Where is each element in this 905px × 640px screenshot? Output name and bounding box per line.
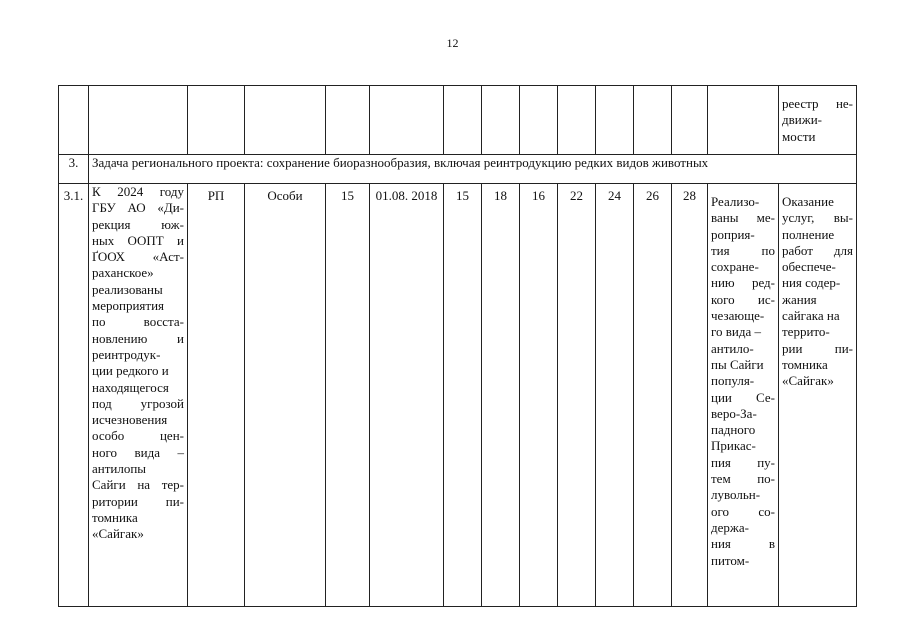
cell-empty bbox=[708, 86, 779, 155]
row-description bbox=[89, 184, 188, 607]
text-line: популя- bbox=[711, 373, 755, 389]
cell-empty bbox=[444, 86, 482, 155]
text-line: реализованы bbox=[92, 281, 163, 297]
task-text: Задача регионального проекта: сохранение биоразнообразия, включая реинтродукцию редких видов животных bbox=[89, 155, 857, 184]
text-line: реинтродук- bbox=[92, 346, 161, 362]
row-characteristic bbox=[779, 184, 857, 607]
text-line: нию ред- bbox=[711, 275, 775, 291]
row-value-3: 16 bbox=[520, 184, 558, 607]
cell-empty bbox=[370, 86, 444, 155]
text-line: мероприятия bbox=[92, 298, 165, 314]
cell-empty bbox=[520, 86, 558, 155]
row-value-7: 28 bbox=[672, 184, 708, 607]
text-line: падного bbox=[711, 422, 756, 438]
text-line: чезающе- bbox=[711, 308, 765, 324]
text-line: «Сайгак» bbox=[782, 373, 834, 389]
text-line: рии пи- bbox=[782, 340, 853, 356]
text-line: ции редкого и bbox=[92, 363, 169, 379]
cell-empty bbox=[188, 86, 245, 155]
text-line: находящегося bbox=[92, 379, 169, 395]
row-base-date: 01.08. 2018 bbox=[370, 184, 444, 607]
text-line: под угрозой bbox=[92, 395, 184, 411]
text-line: ных ООПТ и bbox=[92, 232, 184, 248]
text-line: тем по- bbox=[711, 471, 775, 487]
text-line: го вида – bbox=[711, 324, 761, 340]
text-line: ваны ме- bbox=[711, 210, 775, 226]
text-line: ции Се- bbox=[711, 389, 775, 405]
text-line: Прикас- bbox=[711, 438, 756, 454]
text-line: услуг, вы- bbox=[782, 210, 853, 226]
cell-empty bbox=[596, 86, 634, 155]
row-unit: Особи bbox=[245, 184, 326, 607]
row-type: РП bbox=[188, 184, 245, 607]
text-line: по восста- bbox=[92, 314, 184, 330]
text-line: особо цен- bbox=[92, 428, 184, 444]
text-line: держа- bbox=[711, 519, 749, 535]
text-line: жания bbox=[782, 291, 817, 307]
row-value-2: 18 bbox=[482, 184, 520, 607]
row-value-4: 22 bbox=[558, 184, 596, 607]
text-line: Реализо- bbox=[711, 194, 760, 209]
text-line: ого со- bbox=[711, 503, 775, 519]
text-line: террито- bbox=[782, 324, 830, 340]
text-line: Оказание bbox=[782, 194, 834, 209]
text-line: ГБУ АО «Ди- bbox=[92, 200, 184, 216]
text-line: антилопы bbox=[92, 461, 147, 477]
text-line: питом- bbox=[711, 552, 750, 568]
text-line: Сайги на тер- bbox=[92, 477, 184, 493]
text-line: тия по bbox=[711, 242, 775, 258]
row-base-value: 15 bbox=[326, 184, 370, 607]
text-line: движи- bbox=[782, 112, 822, 128]
task-row bbox=[59, 155, 857, 184]
text-line: пия пу- bbox=[711, 454, 775, 470]
cell-empty bbox=[482, 86, 520, 155]
task-number: 3. bbox=[59, 155, 89, 184]
carryover-row bbox=[59, 86, 857, 155]
text-line: роприя- bbox=[711, 226, 755, 242]
text-line: ҐООХ «Аст- bbox=[92, 249, 184, 265]
text-line: антило- bbox=[711, 340, 754, 356]
text-line: мости bbox=[782, 128, 816, 144]
text-line: «Сайгак» bbox=[92, 526, 144, 542]
indicator-row bbox=[59, 184, 857, 607]
row-value-1: 15 bbox=[444, 184, 482, 607]
cell-empty bbox=[634, 86, 672, 155]
cell-empty bbox=[326, 86, 370, 155]
row-value-5: 24 bbox=[596, 184, 634, 607]
text-line: ритории пи- bbox=[92, 493, 184, 509]
text-line: исчезновения bbox=[92, 412, 168, 428]
cell-empty bbox=[245, 86, 326, 155]
cell-empty bbox=[672, 86, 708, 155]
page-number: 12 bbox=[446, 36, 459, 50]
text-line: раханское» bbox=[92, 265, 154, 281]
text-line: ния содер- bbox=[782, 275, 841, 291]
text-line: пы Сайги bbox=[711, 356, 764, 372]
text-line: рекция юж- bbox=[92, 216, 184, 232]
cell-empty bbox=[558, 86, 596, 155]
text-line: лувольн- bbox=[711, 487, 761, 503]
row-value-6: 26 bbox=[634, 184, 672, 607]
text-line: полнение bbox=[782, 226, 835, 242]
text-line: новлению и bbox=[92, 330, 184, 346]
row-number: 3.1. bbox=[59, 184, 89, 607]
text-line: ния в bbox=[711, 536, 775, 552]
text-line: К 2024 году bbox=[92, 184, 184, 199]
row-result bbox=[708, 184, 779, 607]
text-line: ного вида – bbox=[92, 444, 184, 460]
carryover-characteristic bbox=[779, 86, 857, 155]
text-line: сохране- bbox=[711, 259, 759, 275]
cell-empty bbox=[89, 86, 188, 155]
text-line: томника bbox=[92, 509, 138, 525]
text-line: реестр не- bbox=[782, 96, 853, 111]
text-line: томника bbox=[782, 356, 828, 372]
project-table bbox=[58, 85, 857, 607]
cell-empty bbox=[59, 86, 89, 155]
text-line: кого ис- bbox=[711, 291, 775, 307]
text-line: веро-За- bbox=[711, 405, 757, 421]
text-line: работ для bbox=[782, 242, 853, 258]
text-line: обеспече- bbox=[782, 259, 836, 275]
text-line: сайгака на bbox=[782, 308, 840, 324]
